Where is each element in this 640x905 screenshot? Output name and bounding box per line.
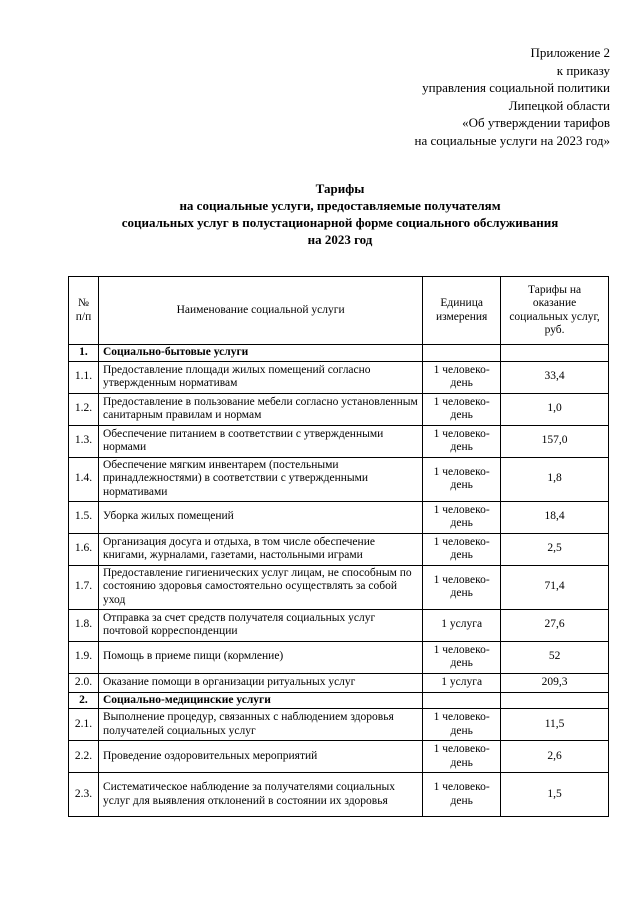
section-empty-cell <box>501 345 609 362</box>
row-tariff: 52 <box>501 641 609 673</box>
row-service-name: Отправка за счет средств получателя социальных услуг почтовой корреспонденции <box>98 609 422 641</box>
title-line: Тарифы <box>315 181 365 196</box>
row-unit: 1 человеко-день <box>423 393 501 425</box>
row-service-name: Оказание помощи в организации ритуальных услуг <box>98 673 422 692</box>
appendix-line: на социальные услуги на 2023 год» <box>414 132 610 148</box>
row-tariff: 71,4 <box>501 565 609 609</box>
table-header-row <box>69 277 609 345</box>
row-num: 1.7. <box>69 565 99 609</box>
row-unit: 1 человеко-день <box>423 457 501 501</box>
appendix-line: «Об утверждении тарифов <box>462 115 610 131</box>
row-unit: 1 человеко-день <box>423 709 501 741</box>
row-num: 1.5. <box>69 501 99 533</box>
table-row <box>69 641 609 673</box>
row-service-name: Проведение оздоровительных мероприятий <box>98 741 422 773</box>
table-body <box>69 345 609 817</box>
row-unit: 1 человеко-день <box>423 361 501 393</box>
header-name: Наименование социальной услуги <box>98 277 422 345</box>
section-empty-cell <box>423 692 501 709</box>
appendix-line: Приложение 2 <box>530 45 610 60</box>
title-line: на социальные услуги, предоставляемые получателям <box>179 198 501 213</box>
row-service-name: Выполнение процедур, связанных с наблюдением здоровья получателей социальных услуг <box>98 709 422 741</box>
table-row <box>69 673 609 692</box>
row-num: 2.3. <box>69 773 99 817</box>
row-num: 1.8. <box>69 609 99 641</box>
appendix-header <box>310 44 610 150</box>
header-unit: Единица измерения <box>423 277 501 345</box>
row-tariff: 209,3 <box>501 673 609 692</box>
table-row <box>69 773 609 817</box>
table-row <box>69 457 609 501</box>
row-service-name: Помощь в приеме пищи (кормление) <box>98 641 422 673</box>
row-unit: 1 услуга <box>423 609 501 641</box>
row-unit: 1 человеко-день <box>423 425 501 457</box>
table-row <box>69 709 609 741</box>
table-row <box>69 425 609 457</box>
row-tariff: 27,6 <box>501 609 609 641</box>
row-tariff: 1,0 <box>501 393 609 425</box>
row-unit: 1 услуга <box>423 673 501 692</box>
row-service-name: Предоставление площади жилых помещений согласно утвержденным нормативам <box>98 361 422 393</box>
appendix-line: Липецкой области <box>508 97 610 113</box>
row-num: 2.1. <box>69 709 99 741</box>
row-num: 1.2. <box>69 393 99 425</box>
row-num: 1.1. <box>69 361 99 393</box>
title-line: на 2023 год <box>307 232 373 247</box>
row-tariff: 1,5 <box>501 773 609 817</box>
section-row <box>69 692 609 709</box>
section-title: Социально-медицинские услуги <box>98 692 422 709</box>
row-unit: 1 человеко-день <box>423 773 501 817</box>
row-num: 1.4. <box>69 457 99 501</box>
row-num: 1.9. <box>69 641 99 673</box>
table-row <box>69 361 609 393</box>
section-title: Социально-бытовые услуги <box>98 345 422 362</box>
row-tariff: 11,5 <box>501 709 609 741</box>
table-row <box>69 501 609 533</box>
appendix-line: к приказу <box>556 62 610 78</box>
row-service-name: Предоставление гигиенических услуг лицам, не способным по состоянию здоровья самостоятельно осуществлять за собой уход <box>98 565 422 609</box>
row-num: 2.0. <box>69 673 99 692</box>
row-unit: 1 человеко-день <box>423 741 501 773</box>
row-unit: 1 человеко-день <box>423 565 501 609</box>
table-row <box>69 609 609 641</box>
row-tariff: 33,4 <box>501 361 609 393</box>
row-tariff: 157,0 <box>501 425 609 457</box>
row-service-name: Предоставление в пользование мебели согласно установленным санитарным правилам и нормам <box>98 393 422 425</box>
row-service-name: Систематическое наблюдение за получателями социальных услуг для выявления отклонений в состоянии их здоровья <box>98 773 422 817</box>
row-tariff: 18,4 <box>501 501 609 533</box>
row-unit: 1 человеко-день <box>423 641 501 673</box>
row-tariff: 2,5 <box>501 533 609 565</box>
row-num: 1.6. <box>69 533 99 565</box>
tariffs-table <box>68 276 609 817</box>
table-row <box>69 741 609 773</box>
table-row <box>69 533 609 565</box>
row-num: 1.3. <box>69 425 99 457</box>
header-tariff: Тарифы на оказание социальных услуг, руб. <box>501 277 609 345</box>
section-num: 1. <box>69 345 99 362</box>
row-service-name: Организация досуга и отдыха, в том числе обеспечение книгами, журналами, газетами, настольными играми <box>98 533 422 565</box>
section-empty-cell <box>423 345 501 362</box>
row-unit: 1 человеко-день <box>423 501 501 533</box>
row-service-name: Обеспечение мягким инвентарем (постельными принадлежностями) в соответствии с утвержденными нормативами <box>98 457 422 501</box>
appendix-line: управления социальной политики <box>422 80 610 96</box>
header-num: № п/п <box>69 277 99 345</box>
document-title <box>40 180 640 248</box>
section-num: 2. <box>69 692 99 709</box>
row-num: 2.2. <box>69 741 99 773</box>
row-tariff: 1,8 <box>501 457 609 501</box>
title-line: социальных услуг в полустационарной форме социального обслуживания <box>121 215 559 230</box>
row-tariff: 2,6 <box>501 741 609 773</box>
row-service-name: Обеспечение питанием в соответствии с утвержденными нормами <box>98 425 422 457</box>
row-service-name: Уборка жилых помещений <box>98 501 422 533</box>
row-unit: 1 человеко-день <box>423 533 501 565</box>
section-empty-cell <box>501 692 609 709</box>
table-row <box>69 565 609 609</box>
section-row <box>69 345 609 362</box>
table-row <box>69 393 609 425</box>
